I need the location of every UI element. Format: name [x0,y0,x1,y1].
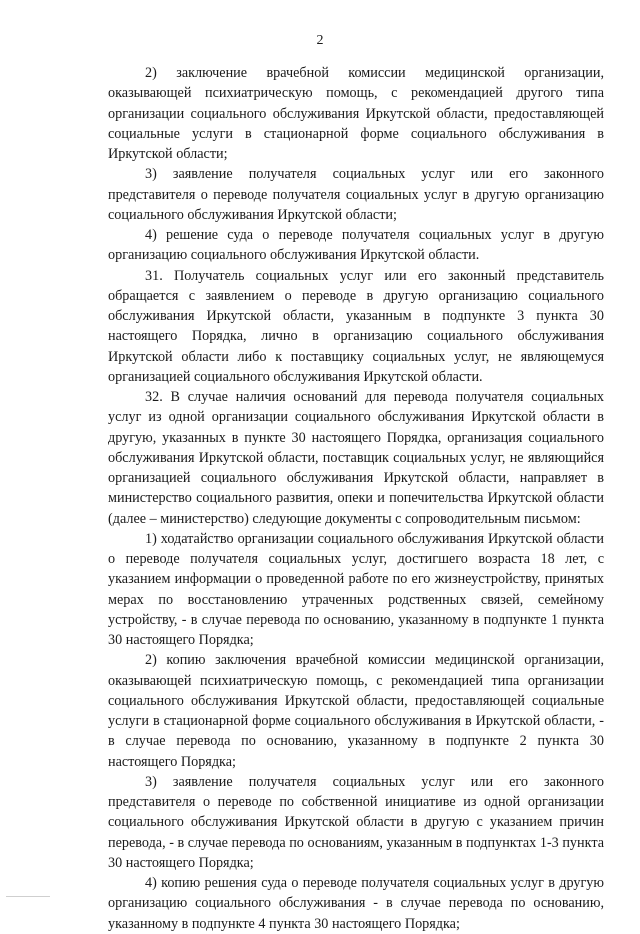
paragraph-32: 32. В случае наличия оснований для перевода получателя социальных услуг из одной организации социального обслуживания Иркутской области в другую, указанных в пункте 30 настоящего Порядка, организация социального обслуживания Иркутской области, поставщик социальных услуг, не являющийся организацией социального обслуживания Иркутской области, направляет в министерство социального развития, опеки и попечительства Иркутской области (далее – министерство) следующие документы с сопроводительным письмом: [108,389,604,527]
paragraph-item-2-conclusion: 2) заключение врачебной комиссии медицинской организации, оказывающей психиатрическую помощь, с рекомендацией другого типа организации социального обслуживания Иркутской области, предоставляющей социальные услуги в стационарной форме социального обслуживания в Иркутской области; [108,65,604,162]
paragraph-31: 31. Получатель социальных услуг или его законный представитель обращается с заявлением о переводе в другую организацию социального обслуживания Иркутской области, указанным в подпункте 3 пункта 30 настоящего Порядка, лично в организацию социального обслуживания Иркутской области либо к поставщику социальных услуг, не являющемуся организацией социального обслуживания Иркутской области. [108,267,604,385]
paragraph-item-3-application: 3) заявление получателя социальных услуг или его законного представителя о переводе получателя социальных услуг в другую организацию социального обслуживания Иркутской области; [108,166,604,223]
paragraph-32-item-4: 4) копию решения суда о переводе получателя социальных услуг в другую организацию социального обслуживания - в случае перевода по основанию, указанному в подпункте 4 пункта 30 настоящего Порядка; [108,875,604,932]
scan-edge-mark [6,896,50,899]
paragraph-32-item-3: 3) заявление получателя социальных услуг или его законного представителя о переводе по собственной инициативе из одной организации социального обслуживания Иркутской области в другую с указанием причин перевода, - в случае перевода по основаниям, указанным в подпунктах 1-3 пункта 30 настоящего Порядка; [108,773,604,871]
page-number: 2 [316,33,324,48]
paragraph-item-4-court-decision: 4) решение суда о переводе получателя социальных услуг в другую организацию социального обслуживания Иркутской области. [108,227,604,264]
paragraph-32-item-2: 2) копию заключения врачебной комиссии медицинской организации, оказывающей психиатрическую помощь, с рекомендацией типа организации социального обслуживания Иркутской области, предоставляющей социальные услуги в стационарной форме социального обслуживания в Иркутской области, - в случае перевода по основанию, указанному в подпункте 2 пункта 30 настоящего Порядка; [108,652,604,770]
paragraph-32-item-1: 1) ходатайство организации социального обслуживания Иркутской области о переводе получателя социальных услуг, достигшего возраста 18 лет, с указанием информации о проведенной работе по его жизнеустройству, принятых мерах по восстановлению утраченных родственных связей, семейному устройству, - в случае перевода по основанию, указанному в подпункте 1 пункта 30 настоящего Порядка; [108,530,604,648]
document-body [108,63,604,934]
